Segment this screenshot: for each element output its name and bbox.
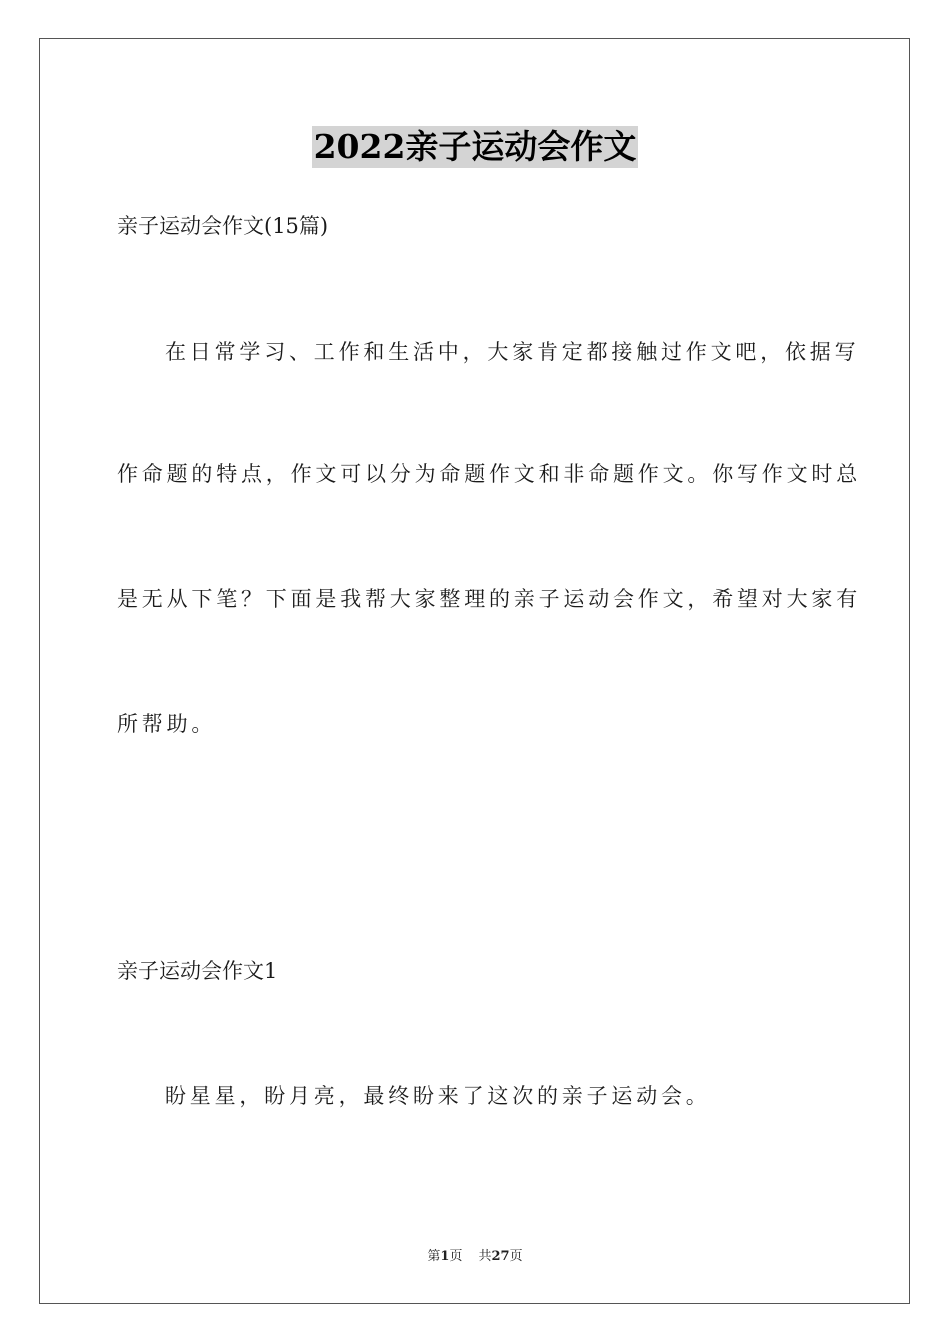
footer-page-prefix: 第: [427, 1249, 441, 1264]
section-paragraph-line-1: 盼星星，盼月亮，最终盼来了这次的亲子运动会。: [165, 1084, 711, 1108]
footer-page-number: 1: [440, 1249, 450, 1264]
footer-total-pages: 27: [491, 1249, 510, 1264]
intro-paragraph-line-2: 作命题的特点，作文可以分为命题作文和非命题作文。你写作文时总: [117, 462, 861, 486]
intro-paragraph-line-1: 在日常学习、工作和生活中，大家肯定都接触过作文吧，依据写: [165, 340, 860, 364]
intro-paragraph-line-4: 所帮助。: [117, 712, 217, 736]
page-footer: [0, 1248, 950, 1266]
subtitle: 亲子运动会作文(15篇): [117, 214, 329, 238]
title-container: [0, 126, 950, 168]
page-title: 2022亲子运动会作文: [313, 127, 637, 166]
footer-page-suffix: 页: [449, 1249, 463, 1264]
footer-total-suffix: 页: [509, 1249, 523, 1264]
footer-total-prefix: 共: [478, 1249, 492, 1264]
section-heading: 亲子运动会作文1: [117, 959, 278, 983]
intro-paragraph-line-3: 是无从下笔？下面是我帮大家整理的亲子运动会作文，希望对大家有: [117, 587, 861, 611]
